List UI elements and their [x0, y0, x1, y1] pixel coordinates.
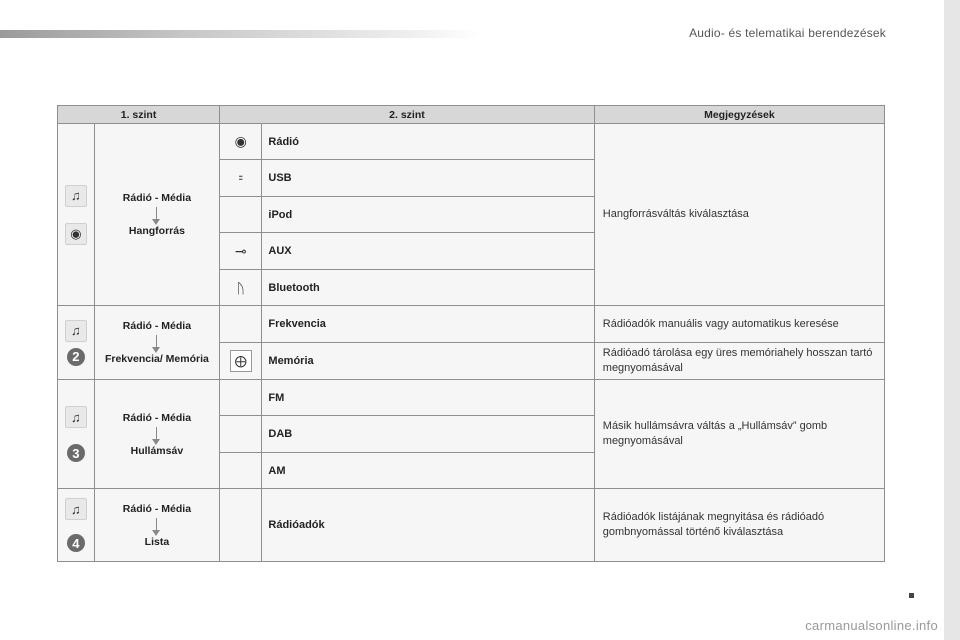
- level2-icon-cell: [220, 380, 262, 416]
- usb-icon: ⹀: [238, 169, 243, 186]
- level1-cell: [94, 380, 219, 489]
- level1-sublabel: Lista: [144, 535, 170, 548]
- section-title: Audio- és telematikai berendezések: [689, 26, 886, 40]
- table-row: [58, 489, 885, 562]
- down-arrow-icon: [156, 335, 157, 349]
- table-header-row: [58, 106, 885, 124]
- level2-icon-cell: [220, 416, 262, 453]
- music-note-icon: ♫: [65, 185, 87, 207]
- header-gradient-bar: [0, 30, 480, 38]
- level1-label: Rádió - Média: [122, 502, 192, 515]
- column-header-level2: 2. szint: [220, 106, 595, 124]
- column-header-notes: Megjegyzések: [594, 106, 884, 124]
- table-row: [58, 306, 885, 343]
- table-row: [58, 380, 885, 416]
- watermark: carmanualsonline.info: [805, 618, 938, 633]
- menu-table: [57, 105, 885, 562]
- step-number-badge: 2: [67, 348, 85, 366]
- level2-icon-cell: [220, 124, 262, 160]
- level2-icon-cell: [220, 197, 262, 233]
- level2-label: Rádió: [262, 124, 594, 160]
- level1-label: Rádió - Média: [122, 320, 192, 332]
- level1-icon-cell: [58, 306, 95, 380]
- level2-label: AM: [262, 453, 594, 489]
- level2-label: Bluetooth: [262, 270, 594, 306]
- note-cell: Rádióadók manuális vagy automatikus keresése: [594, 306, 884, 343]
- level2-icon-cell: [220, 306, 262, 343]
- level2-label: FM: [262, 380, 594, 416]
- level1-sublabel: Hullámsáv: [130, 444, 184, 457]
- table-row: [58, 124, 885, 160]
- music-note-icon: ♫: [65, 406, 87, 428]
- level1-sublabel: Frekvencia/ Memória: [104, 353, 209, 365]
- level1-cell: [94, 124, 219, 306]
- level2-label: Frekvencia: [262, 306, 594, 343]
- music-note-icon: ♫: [65, 320, 87, 342]
- note-cell: Rádióadó tárolása egy üres memóriahely hosszan tartó megnyomásával: [594, 343, 884, 380]
- music-note-icon: ♫: [65, 498, 87, 520]
- radio-icon: ◉: [65, 223, 87, 245]
- step-number-badge: 4: [67, 534, 85, 552]
- level1-icon-cell: [58, 380, 95, 489]
- aux-icon: ⊸: [234, 242, 247, 259]
- level2-label: Rádióadók: [262, 489, 594, 562]
- note-cell: Rádióadók listájának megnyitása és rádióadó gombnyomással történő kiválasztása: [594, 489, 884, 562]
- level2-icon-cell: [220, 270, 262, 306]
- level1-sublabel: Hangforrás: [128, 225, 185, 237]
- level2-label: iPod: [262, 197, 594, 233]
- level1-label: Rádió - Média: [122, 192, 192, 204]
- bluetooth-icon: ᚢ: [236, 279, 245, 296]
- level2-icon-cell: [220, 489, 262, 562]
- level2-label: Memória: [262, 343, 594, 380]
- note-cell: Hangforrásváltás kiválasztása: [594, 124, 884, 306]
- down-arrow-icon: [156, 207, 157, 221]
- page-edge-strip: [944, 0, 960, 640]
- step-number-badge: 3: [67, 444, 85, 462]
- down-arrow-icon: [156, 427, 157, 441]
- level2-label: DAB: [262, 416, 594, 453]
- level2-label: USB: [262, 160, 594, 197]
- level1-label: Rádió - Média: [122, 411, 192, 424]
- memory-icon: ⨁: [230, 350, 252, 372]
- column-header-level1: 1. szint: [58, 106, 220, 124]
- level2-icon-cell: [220, 233, 262, 270]
- level1-cell: [94, 489, 219, 562]
- level1-icon-cell: [58, 124, 95, 306]
- radio-icon: ◉: [234, 133, 247, 149]
- level1-icon-cell: [58, 489, 95, 562]
- level1-cell: [94, 306, 219, 380]
- note-cell: Másik hullámsávra váltás a „Hullámsáv” gomb megnyomásával: [594, 380, 884, 489]
- level2-label: AUX: [262, 233, 594, 270]
- down-arrow-icon: [156, 518, 157, 532]
- page-marker: [909, 593, 914, 598]
- level2-icon-cell: [220, 453, 262, 489]
- level2-icon-cell: [220, 343, 262, 380]
- level2-icon-cell: [220, 160, 262, 197]
